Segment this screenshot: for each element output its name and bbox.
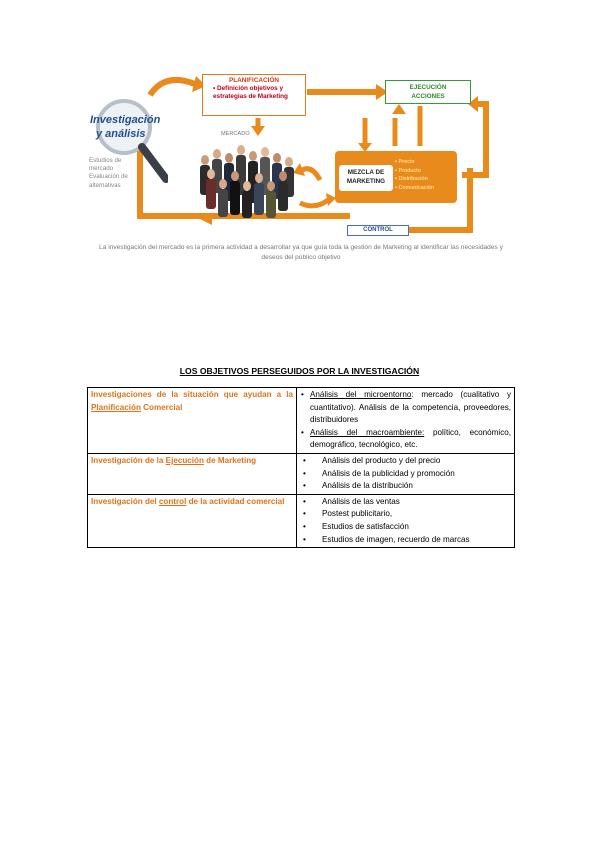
row-heading	[88, 453, 297, 494]
mezcla-item: • Precio	[395, 158, 434, 167]
list-item	[300, 427, 511, 452]
control-box: CONTROL	[347, 225, 409, 236]
table-row	[88, 453, 515, 494]
list-item: • Análisis del producto y del precio	[300, 455, 511, 468]
row-heading-text: Investigación del	[91, 496, 159, 506]
item-list	[300, 455, 511, 493]
mezcla-item: • Distribución	[395, 175, 434, 184]
row-heading-keyword: control	[158, 496, 187, 506]
item-text: : mercado (cualitativo y cuantitativo). Análisis de la competencia, proveedores, distribuidores	[310, 390, 511, 425]
studies-label	[89, 157, 149, 190]
mix-to-market-arrow	[302, 169, 320, 180]
mezcla-marketing-box	[335, 151, 457, 203]
row-heading-text: Investigaciones de la situación que ayudan a la	[91, 390, 293, 399]
table-title: LOS OBJETIVOS PERSEGUIDOS POR LA INVESTIGACIÓN	[179, 366, 420, 376]
crowd-image	[195, 140, 299, 218]
row-heading	[88, 388, 297, 454]
list-item: • Análisis de la publicidad y promoción	[300, 468, 511, 481]
row-heading-keyword: Planificación	[91, 402, 141, 412]
list-item: • Postest publicitario,	[300, 508, 511, 521]
row-items	[297, 453, 515, 494]
mezcla-item: • Comunicación	[395, 184, 434, 193]
item-list	[300, 389, 511, 452]
row-items	[297, 388, 515, 454]
marketing-process-diagram	[0, 0, 599, 290]
planificacion-box	[202, 74, 306, 116]
mezcla-list	[395, 158, 434, 192]
row-heading-text: de Marketing	[203, 455, 257, 465]
planificacion-bullet: • Definición objetivos y estrategias de Marketing	[213, 85, 288, 100]
mercado-label: MERCADO	[221, 131, 250, 137]
planificacion-title: PLANIFICACIÓN	[228, 77, 280, 84]
row-heading-text: de la actividad comercial	[186, 496, 285, 506]
mix-to-exec-arrow	[462, 104, 486, 175]
mezcla-item: • Producto	[395, 167, 434, 176]
item-text: político, económico, demográfico, tecnológico, etc.	[310, 427, 511, 450]
studies-line: Evaluación de	[89, 173, 128, 181]
diagram-caption: La investigación del mercado es la primera actividad a desarrollar ya que guía toda la gestión de Marketing al identificar las necesidades y deseos del público objetivo	[99, 244, 503, 261]
list-item: • Estudios de imagen, recuerdo de marcas	[300, 534, 511, 547]
planificacion-bullet-text: Definición objetivos y estrategias de Marketing	[213, 85, 288, 100]
row-heading-text: Investigación de la	[91, 455, 166, 465]
item-keyword: Análisis del microentorno	[310, 390, 412, 399]
list-item	[300, 389, 511, 427]
row-heading-text: Comercial	[140, 402, 183, 412]
item-keyword: Análisis del macroambiente:	[310, 427, 425, 437]
list-item: • Estudios de satisfacción	[300, 521, 511, 534]
table-row	[88, 388, 515, 454]
svg-text:y análisis: y análisis	[96, 128, 146, 140]
svg-text:Investigación: Investigación	[90, 114, 161, 126]
list-item: • Análisis de las ventas	[300, 496, 511, 509]
ejecucion-subtitle: ACCIONES	[411, 93, 445, 100]
ejecucion-title: EJECUCIÓN	[409, 84, 447, 91]
row-heading	[88, 494, 297, 547]
row-heading-keyword: Ejecución	[165, 455, 204, 465]
studies-line: alternativas	[89, 181, 121, 189]
mezcla-title: MEZCLA DE MARKETING	[339, 165, 393, 191]
table-row	[88, 494, 515, 547]
lupa-to-plan-arrow	[150, 80, 195, 95]
list-item: • Análisis de la distribución	[300, 480, 511, 493]
row-items	[297, 494, 515, 547]
studies-line: mercado	[89, 165, 114, 173]
objectives-table	[87, 387, 515, 548]
item-list	[300, 496, 511, 546]
ejecucion-box	[385, 80, 471, 104]
studies-line: Estudios de	[89, 157, 122, 164]
